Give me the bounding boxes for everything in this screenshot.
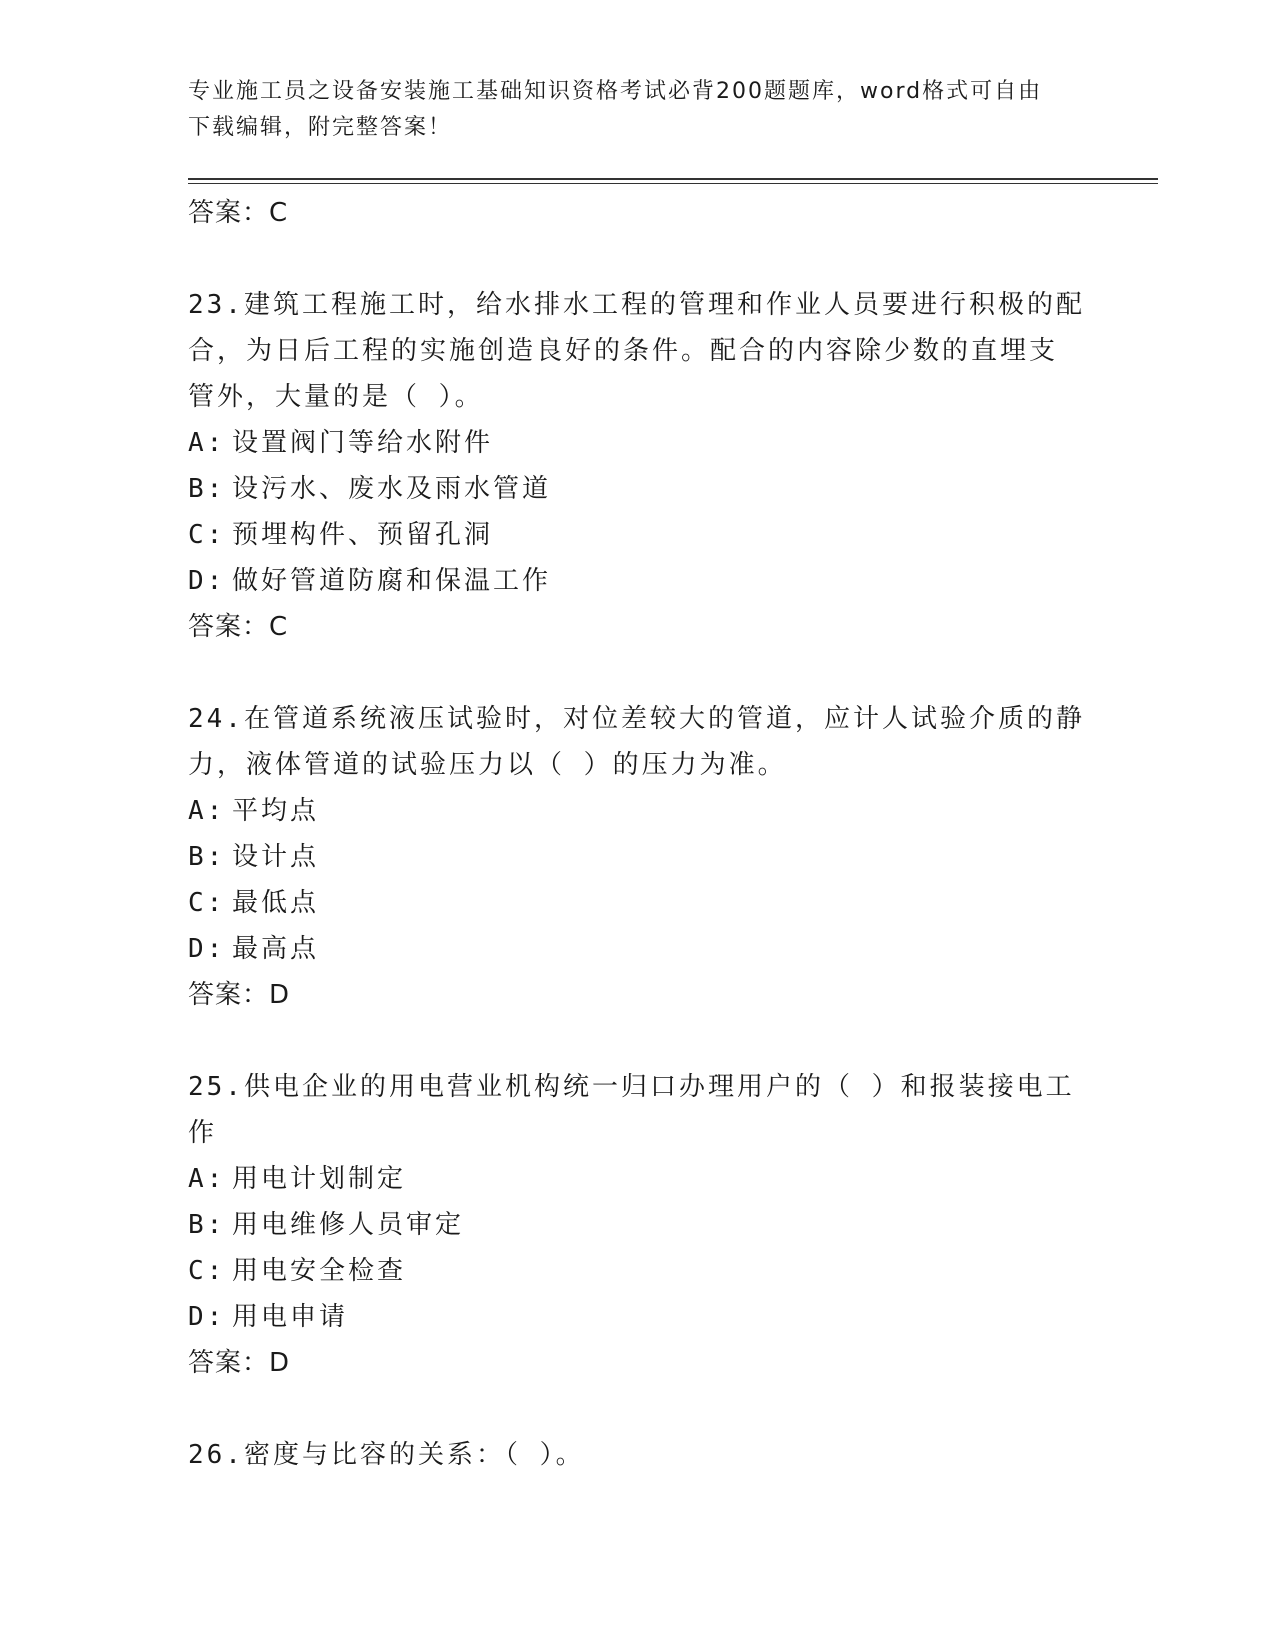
spacer xyxy=(188,1018,1088,1064)
question-line: 24.在管道系统液压试验时，对位差较大的管道，应计人试验介质的静 xyxy=(188,704,1085,734)
page-header xyxy=(188,74,1088,146)
spacer xyxy=(188,1386,1088,1432)
question-line: 管外，大量的是（ ）。 xyxy=(188,382,484,412)
option-b xyxy=(188,466,1088,512)
option-text: 设计点 xyxy=(232,842,320,872)
question-text xyxy=(188,1432,1088,1478)
answer-line: 答案：C xyxy=(188,612,289,642)
question-block xyxy=(188,282,1088,650)
question-line: 力，液体管道的试验压力以（ ）的压力为准。 xyxy=(188,750,787,780)
option-text: 最高点 xyxy=(232,934,320,964)
option-a xyxy=(188,788,1088,834)
question-block xyxy=(188,696,1088,1018)
option-d xyxy=(188,558,1088,604)
option-text: 用电申请 xyxy=(232,1302,349,1332)
question-line: 26.密度与比容的关系：（ ）。 xyxy=(188,1440,585,1470)
question-line: 23.建筑工程施工时，给水排水工程的管理和作业人员要进行积极的配 xyxy=(188,290,1085,320)
option-text: 设置阀门等给水附件 xyxy=(232,428,494,458)
option-d xyxy=(188,926,1088,972)
option-d xyxy=(188,1294,1088,1340)
option-letter: C: xyxy=(188,888,226,918)
option-c xyxy=(188,1248,1088,1294)
option-text: 用电安全检查 xyxy=(232,1256,407,1286)
option-letter: D: xyxy=(188,934,226,964)
option-a xyxy=(188,1156,1088,1202)
question-block xyxy=(188,1432,1088,1478)
header-divider-thick xyxy=(188,178,1158,180)
option-letter: A: xyxy=(188,1164,226,1194)
question-line: 作 xyxy=(188,1118,218,1148)
question-text xyxy=(188,696,1088,788)
option-text: 平均点 xyxy=(232,796,320,826)
option-text: 最低点 xyxy=(232,888,320,918)
option-letter: B: xyxy=(188,842,226,872)
spacer xyxy=(188,236,1088,282)
option-b xyxy=(188,1202,1088,1248)
spacer xyxy=(188,650,1088,696)
option-text: 设污水、废水及雨水管道 xyxy=(232,474,552,504)
question-text xyxy=(188,282,1088,420)
option-b xyxy=(188,834,1088,880)
option-letter: D: xyxy=(188,1302,226,1332)
answer-line: 答案：C xyxy=(188,198,289,228)
answer-line: 答案：D xyxy=(188,1348,291,1378)
option-letter: C: xyxy=(188,1256,226,1286)
header-line-2: 下载编辑，附完整答案！ xyxy=(188,115,453,140)
header-divider-thin xyxy=(188,183,1158,184)
option-text: 预埋构件、预留孔洞 xyxy=(232,520,494,550)
option-c xyxy=(188,880,1088,926)
question-text xyxy=(188,1064,1088,1156)
option-c xyxy=(188,512,1088,558)
option-letter: D: xyxy=(188,566,226,596)
question-line: 合，为日后工程的实施创造良好的条件。配合的内容除少数的直埋支 xyxy=(188,336,1059,366)
option-letter: C: xyxy=(188,520,226,550)
question-content xyxy=(188,190,1088,1478)
option-letter: A: xyxy=(188,796,226,826)
answer-line: 答案：D xyxy=(188,980,291,1010)
question-line: 25.供电企业的用电营业机构统一归口办理用户的（ ）和报装接电工 xyxy=(188,1072,1075,1102)
option-text: 用电维修人员审定 xyxy=(232,1210,465,1240)
option-letter: A: xyxy=(188,428,226,458)
option-text: 用电计划制定 xyxy=(232,1164,407,1194)
option-text: 做好管道防腐和保温工作 xyxy=(232,566,552,596)
option-a xyxy=(188,420,1088,466)
option-letter: B: xyxy=(188,1210,226,1240)
question-block xyxy=(188,1064,1088,1386)
header-line-1: 专业施工员之设备安装施工基础知识资格考试必背200题题库，word格式可自由 xyxy=(188,79,1043,104)
option-letter: B: xyxy=(188,474,226,504)
